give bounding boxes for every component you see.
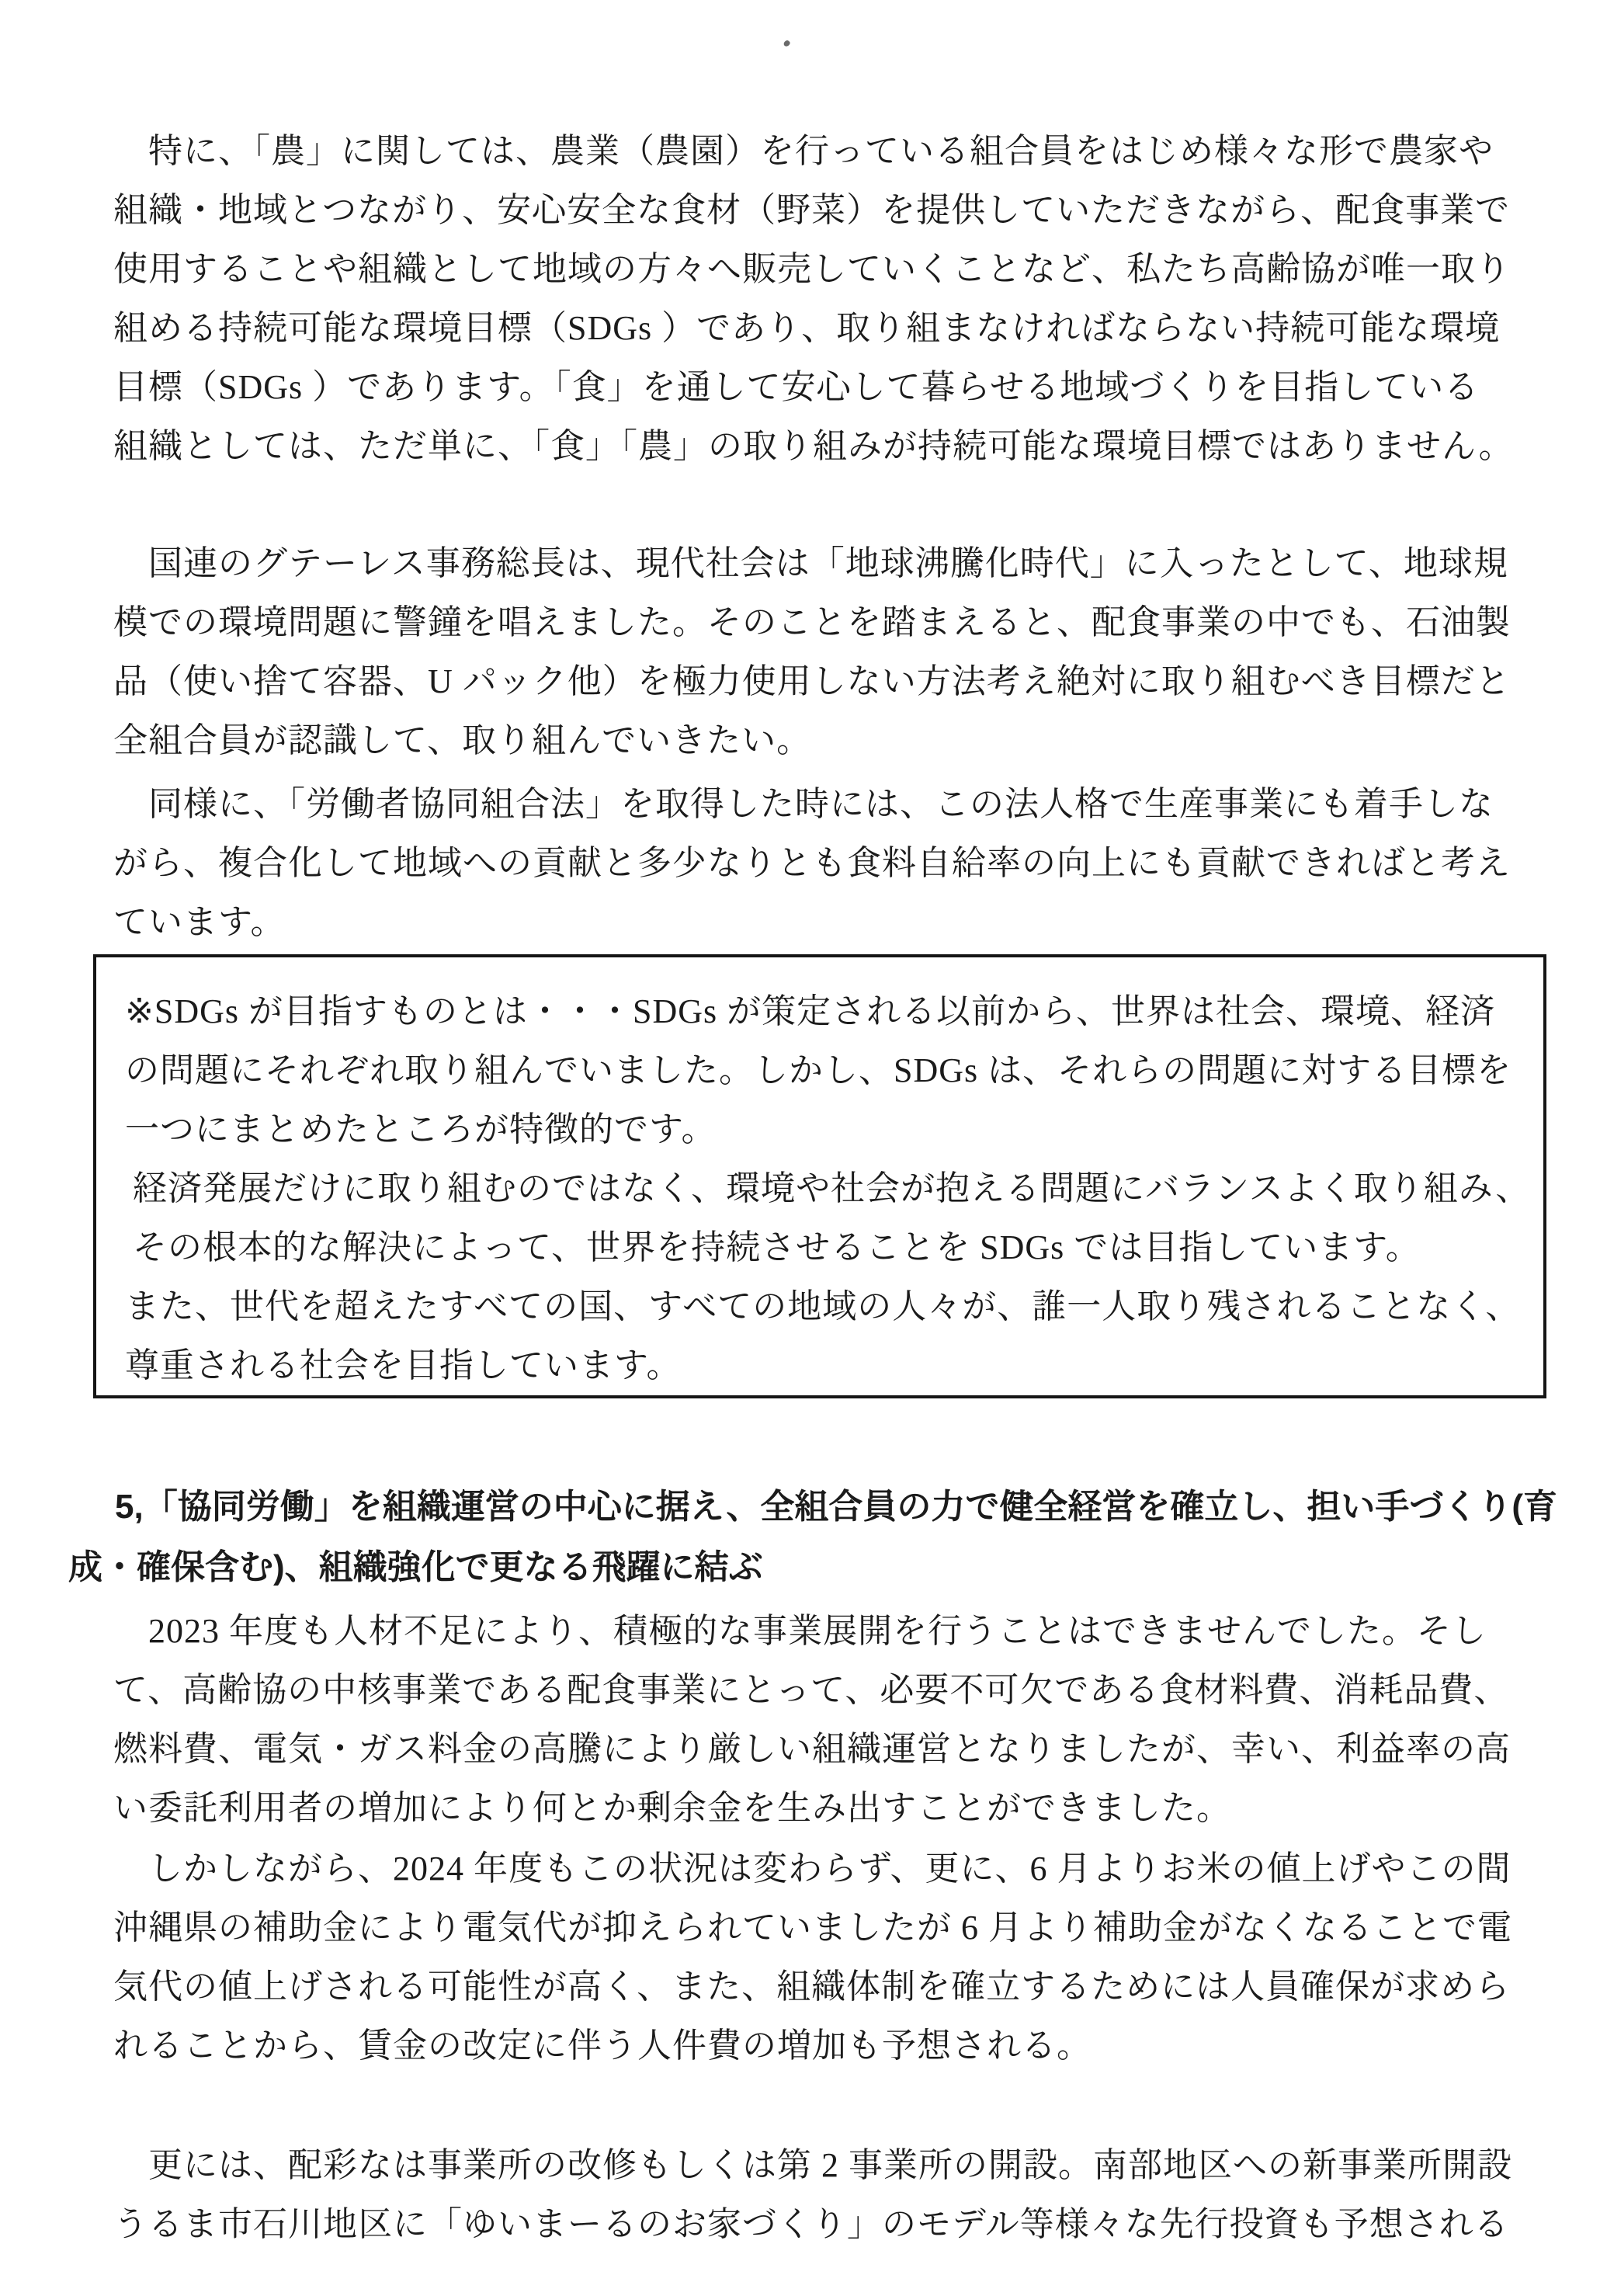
paragraph-worker-coop-law — [113, 775, 1600, 952]
text-line: また、世代を超えたすべての国、すべての地域の人々が、誰一人取り残されることなく、 — [125, 1287, 1521, 1325]
text-line: 目標（SDGs ）であります。「食」を通して安心して暮らせる地域づくりを目指している — [113, 368, 1480, 406]
text-line: 2023 年度も人材不足により、積極的な事業展開を行うことはできませんでした。そし — [148, 1612, 1487, 1650]
text-line: 燃料費、電気・ガス料金の高騰により厳しい組織運営となりましたが、幸い、利益率の高 — [113, 1730, 1511, 1768]
scan-artifact-dot — [783, 40, 791, 48]
text-line: 同様に、「労働者協同組合法」を取得した時には、この法人格で生産事業にも着手しな — [148, 785, 1494, 823]
text-line: の問題にそれぞれ取り組んでいました。しかし、SDGs は、それらの問題に対する目標を — [125, 1051, 1512, 1089]
sdgs-note-box — [93, 954, 1546, 1398]
text-line: れることから、賃金の改定に伴う人件費の増加も予想される。 — [113, 2027, 1092, 2065]
section-5-heading — [68, 1477, 1600, 1598]
text-line: 模での環境問題に警鐘を唱えました。そのことを踏まえると、配食事業の中でも、石油製 — [113, 603, 1511, 641]
text-line: 全組合員が認識して、取り組んでいきたい。 — [113, 721, 812, 759]
text-line: 更には、配彩なは事業所の改修もしくは第 2 事業所の開設。南部地区への新事業所開設 — [148, 2146, 1512, 2184]
text-line: い委託利用者の増加により何とか剰余金を生み出すことができました。 — [113, 1789, 1231, 1827]
text-line: 沖縄県の補助金により電気代が抑えられていましたが 6 月より補助金がなくなることで電 — [113, 1909, 1512, 1947]
text-line: しかしながら、2024 年度もこの状況は変わらず、更に、6 月よりお米の値上げやこの間 — [148, 1850, 1511, 1888]
text-line: 組織としては、ただ単に、「食」「農」の取り組みが持続可能な環境目標ではありません。 — [113, 427, 1514, 465]
text-line: て、高齢協の中核事業である配食事業にとって、必要不可欠である食材料費、消耗品費、 — [113, 1671, 1509, 1709]
text-line: 組織・地域とつながり、安心安全な食材（野菜）を提供していただきながら、配食事業で — [113, 191, 1511, 229]
paragraph-expansion-plans — [113, 2136, 1600, 2254]
text-line: がら、複合化して地域への貢献と多少なりとも食料自給率の向上にも貢献できればと考え — [113, 844, 1511, 882]
text-line: 組める持続可能な環境目標（SDGs ）であり、取り組まなければならない持続可能な環境 — [113, 309, 1501, 347]
text-line: ※SDGs が目指すものとは・・・SDGs が策定される以前から、世界は社会、環境、経済 — [125, 992, 1496, 1030]
text-line: 一つにまとめたところが特徴的です。 — [125, 1110, 717, 1148]
document-content — [0, 122, 1600, 2254]
text-line: ています。 — [113, 903, 286, 941]
text-line: 尊重される社会を目指しています。 — [125, 1346, 682, 1384]
heading-line: 成・確保含む)、組織強化で更なる飛躍に結ぶ — [68, 1548, 763, 1586]
text-line: 品（使い捨て容器、U パック他）を極力使用しない方法考え絶対に取り組むべき目標だと — [113, 662, 1511, 700]
paragraph-un-secretary-general — [113, 534, 1600, 770]
heading-line: 5,「協同労働」を組織運営の中心に据え、全組合員の力で健全経営を確立し、担い手づくり(育 — [115, 1488, 1557, 1526]
text-line: 特に、「農」に関しては、農業（農園）を行っている組合員をはじめ様々な形で農家や — [148, 132, 1494, 170]
text-line: 使用することや組織として地域の方々へ販売していくことなど、私たち高齢協が唯一取り — [113, 250, 1511, 288]
text-line: うるま市石川地区に「ゆいまーるのお家づくり」のモデル等様々な先行投資も予想される — [113, 2205, 1509, 2243]
text-line: 国連のグテーレス事務総長は、現代社会は「地球沸騰化時代」に入ったとして、地球規 — [148, 544, 1508, 582]
text-line: 経済発展だけに取り組むのではなく、環境や社会が抱える問題にバランスよく取り組み、 — [133, 1169, 1531, 1207]
text-line: 気代の値上げされる可能性が高く、また、組織体制を確立するためには人員確保が求めら — [113, 1968, 1511, 2006]
paragraph-fy2023 — [113, 1602, 1600, 1838]
paragraph-fy2024 — [113, 1839, 1600, 2075]
text-line: その根本的な解決によって、世界を持続させることを SDGs では目指しています。 — [133, 1228, 1421, 1266]
paragraph-agriculture — [113, 122, 1600, 476]
